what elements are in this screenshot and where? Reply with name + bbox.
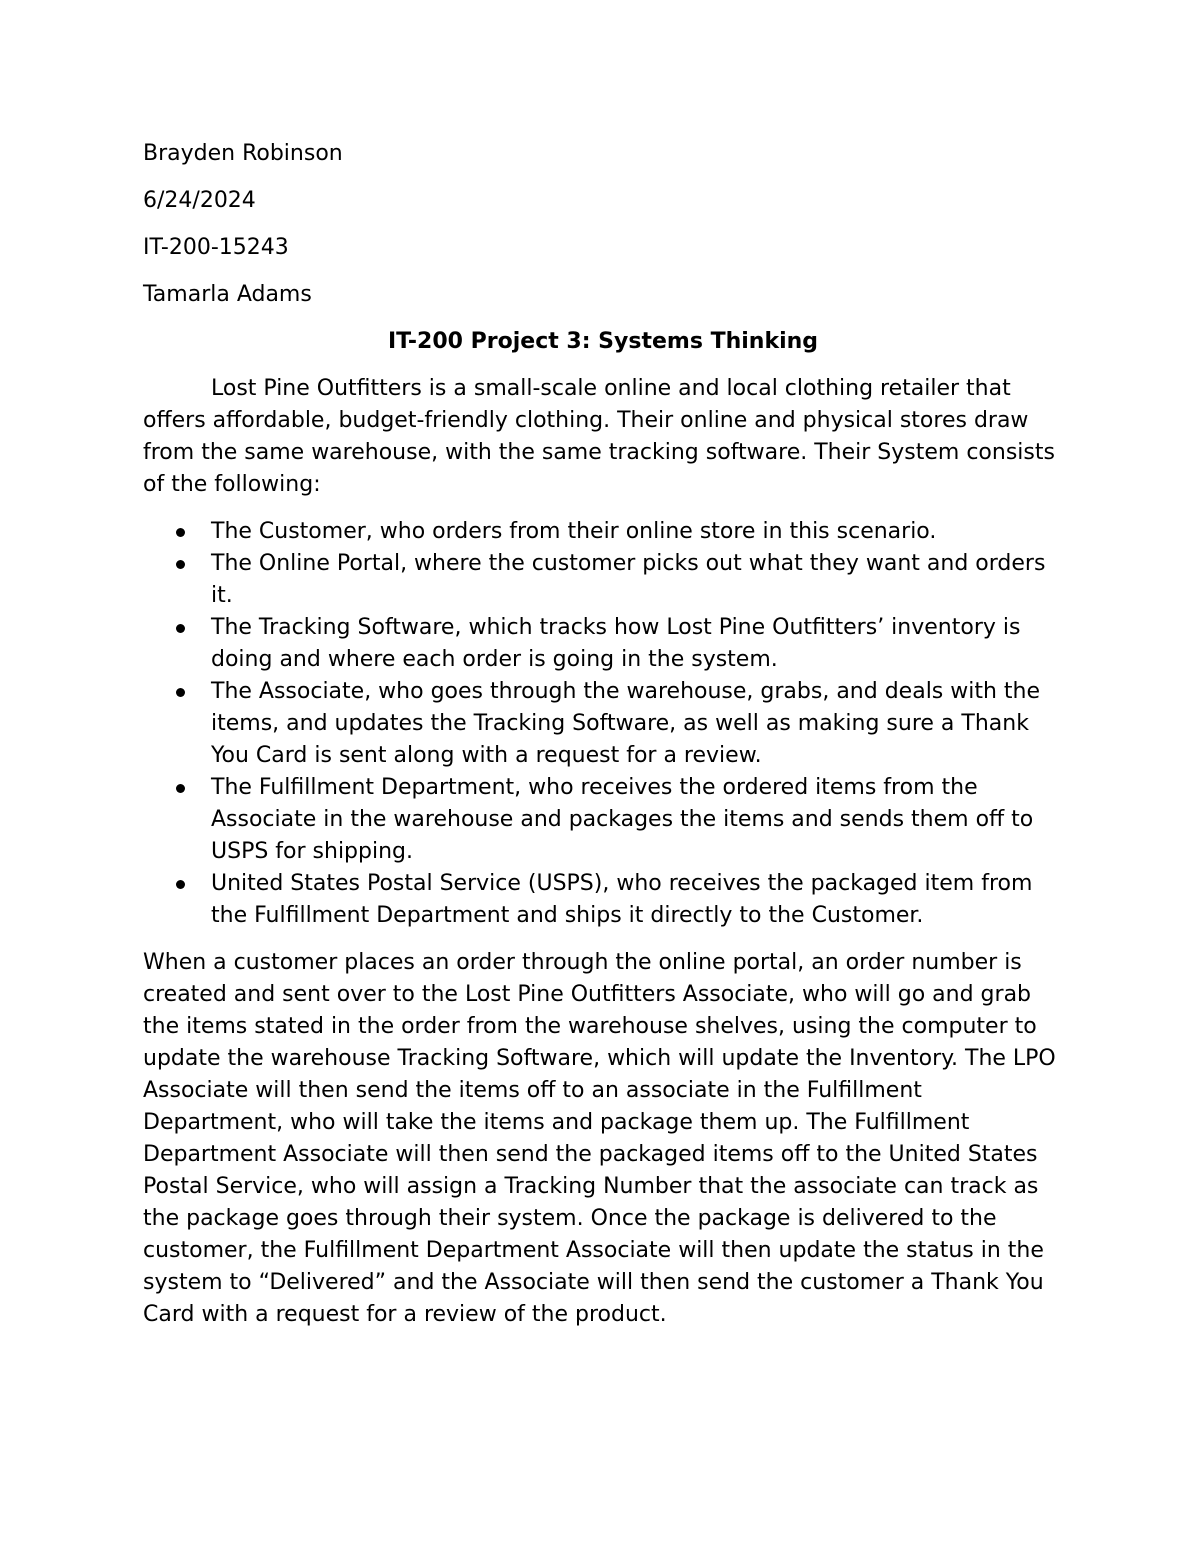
bullet-icon — [176, 624, 185, 633]
list-item — [143, 772, 1063, 868]
list-item-text: The Associate, who goes through the warehouse, grabs, and deals with the items, and updates the Tracking Software, as well as making sure a Thank You Card is sent along with a request for a review. — [211, 679, 1041, 768]
document-body — [143, 138, 1063, 1331]
instructor-name: Tamarla Adams — [143, 282, 312, 307]
bullet-icon — [176, 528, 185, 537]
author-name: Brayden Robinson — [143, 141, 343, 166]
list-item — [143, 516, 1063, 548]
bullet-icon — [176, 784, 185, 793]
list-item-text: United States Postal Service (USPS), who receives the packaged item from the Fulfillment Department and ships it directly to the Customer. — [211, 871, 1033, 928]
list-item — [143, 612, 1063, 676]
bullet-icon — [176, 880, 185, 889]
list-item-text: The Fulfillment Department, who receives the ordered items from the Associate in the warehouse and packages the items and sends them off to USPS for shipping. — [211, 775, 1034, 864]
bullet-icon — [176, 560, 185, 569]
system-components-list — [143, 516, 1063, 932]
intro-paragraph: Lost Pine Outfitters is a small-scale online and local clothing retailer that offers affordable, budget-friendly clothing. Their online and physical stores draw from the same warehouse, with the same tracking software. Their System consists of the following: — [143, 376, 1055, 497]
list-item — [143, 868, 1063, 932]
list-item-text: The Tracking Software, which tracks how Lost Pine Outfitters’ inventory is doing and where each order is going in the system. — [211, 615, 1021, 672]
list-item — [143, 548, 1063, 612]
process-paragraph: When a customer places an order through the online portal, an order number is created and sent over to the Lost Pine Outfitters Associate, who will go and grab the items stated in the order from the warehouse shelves, using the computer to update the warehouse Tracking Software, which will update the Inventory. The LPO Associate will then send the items off to an associate in the Fulfillment Department, who will take the items and package them up. The Fulfillment Department Associate will then send the packaged items off to the United States Postal Service, who will assign a Tracking Number that the associate can track as the package goes through their system. Once the package is delivered to the customer, the Fulfillment Department Associate will then update the status in the system to “Delivered” and the Associate will then send the customer a Thank You Card with a request for a review of the product. — [143, 950, 1056, 1327]
submission-date: 6/24/2024 — [143, 188, 256, 213]
list-item-text: The Online Portal, where the customer picks out what they want and orders it. — [211, 551, 1046, 608]
list-item-text: The Customer, who orders from their online store in this scenario. — [211, 519, 937, 544]
course-code: IT-200-15243 — [143, 235, 289, 260]
document-title: IT-200 Project 3: Systems Thinking — [387, 329, 819, 354]
list-item — [143, 676, 1063, 772]
bullet-icon — [176, 688, 185, 697]
